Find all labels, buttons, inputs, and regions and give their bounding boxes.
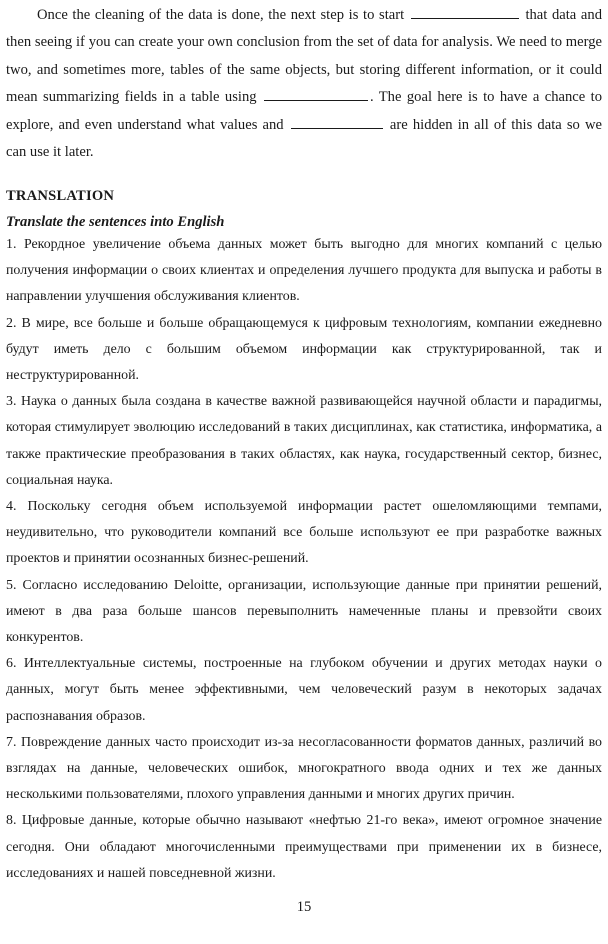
section-instruction: Translate the sentences into English — [6, 214, 225, 230]
translation-item: 4. Поскольку сегодня объем используемой информации растет ошеломляющими темпами, неудивительно, что руководители компаний все больше используют ее при разработке важных проектов и принятии осознанных бизнес-решений. — [6, 499, 602, 567]
page-number: 15 — [296, 899, 312, 915]
translation-item: 1. Рекордное увеличение объема данных может быть выгодно для многих компаний с целью получения информации о своих клиентах и определения лучшего продукта для выпуска и работы в направлении улучшения обслуживания клиентов. — [6, 237, 602, 305]
intro-paragraph — [6, 2, 602, 166]
intro-text-part-3: . The goal here is to have a chance to explore, and even understand what values and — [6, 89, 602, 133]
translation-item: 7. Повреждение данных часто происходит из-за несогласованности форматов данных, различий во взглядах на данные, человеческих ошибок, многократного ввода одних и тех же данных несколькими пользователями, плохого управления данными и многих других причин. — [6, 734, 602, 803]
translation-item: 6. Интеллектуальные системы, построенные на глубоком обучении и других методах науки о данных, могут быть менее эффективными, чем человеческий разум в некоторых задачах распознавания образов. — [6, 656, 602, 724]
intro-text-part-1: Once the cleaning of the data is done, the next step is to start — [37, 7, 405, 23]
fill-in-blank-1[interactable] — [411, 4, 519, 19]
translation-item: 8. Цифровые данные, которые обычно называют «нефтью 21-го века», имеют огромное значение сегодня. Они обладают многочисленными преимуществами при применении их в бизнесе, исследованиях и нашей повседневной жизни. — [6, 813, 602, 881]
translation-item: 2. В мире, все больше и больше обращающемуся к цифровым технологиям, компании ежедневно будут иметь дело с большим объемом информации как структурированной, так и неструктурированной. — [6, 315, 602, 384]
translation-item: 3. Наука о данных была создана в качестве важной развивающейся научной области и парадигмы, которая стимулирует эволюцию исследований в таких дисциплинах, как статистика, информатика, а также практические преобразования в таких областях, как наука, государственный сектор, бизнес, социальная наука. — [6, 394, 602, 488]
section-title: TRANSLATION — [6, 188, 115, 204]
translation-list — [6, 232, 602, 887]
intro-text-part-2: that data and then seeing if you can create your own conclusion from the set of data for analysis. We need to merge two, and sometimes more, tables of the same objects, but storing different information, or it could mean summarizing fields in a table using — [6, 7, 603, 106]
translation-item: 5. Согласно исследованию Deloitte, организации, использующие данные при принятии решений, имеют в два раза больше шансов перевыполнить намеченные планы и превзойти своих конкурентов. — [6, 577, 602, 646]
fill-in-blank-2[interactable] — [264, 86, 368, 101]
intro-text-part-4: are hidden in all of this data so we can use it later. — [6, 116, 602, 161]
fill-in-blank-3[interactable] — [291, 114, 383, 129]
